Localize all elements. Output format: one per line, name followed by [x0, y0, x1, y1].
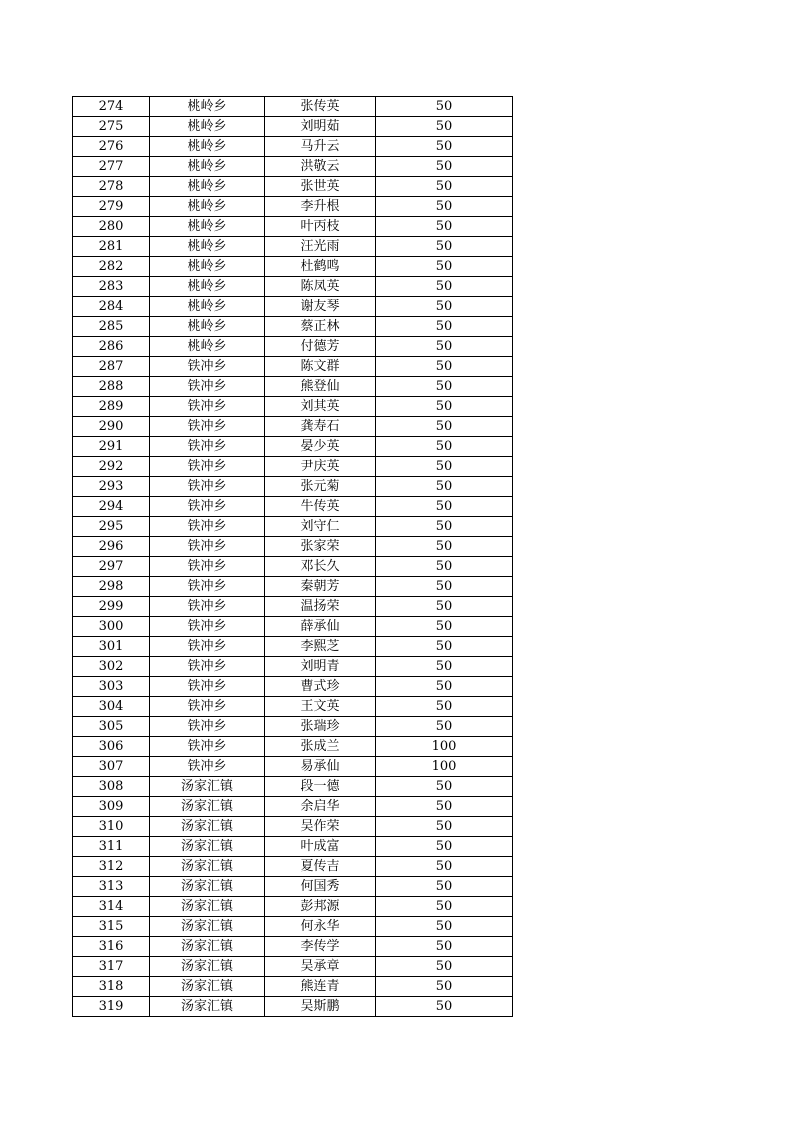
- amount-cell: 50: [376, 337, 513, 357]
- row-number-cell: 305: [73, 717, 150, 737]
- table-row: [73, 817, 513, 837]
- row-number-cell: 311: [73, 837, 150, 857]
- amount-cell: 50: [376, 377, 513, 397]
- table-row: [73, 377, 513, 397]
- row-number-cell: 285: [73, 317, 150, 337]
- township-cell: 铁冲乡: [150, 457, 265, 477]
- name-cell: 余启华: [265, 797, 376, 817]
- township-cell: 桃岭乡: [150, 97, 265, 117]
- name-cell: 刘明青: [265, 657, 376, 677]
- table-row: [73, 617, 513, 637]
- table-row: [73, 477, 513, 497]
- table-row: [73, 297, 513, 317]
- amount-cell: 50: [376, 857, 513, 877]
- amount-cell: 50: [376, 117, 513, 137]
- table-row: [73, 577, 513, 597]
- township-cell: 桃岭乡: [150, 117, 265, 137]
- amount-cell: 50: [376, 577, 513, 597]
- table-body: [73, 97, 513, 1017]
- township-cell: 桃岭乡: [150, 297, 265, 317]
- amount-cell: 50: [376, 237, 513, 257]
- township-cell: 铁冲乡: [150, 637, 265, 657]
- row-number-cell: 319: [73, 997, 150, 1017]
- township-cell: 铁冲乡: [150, 597, 265, 617]
- row-number-cell: 318: [73, 977, 150, 997]
- township-cell: 汤家汇镇: [150, 997, 265, 1017]
- township-cell: 铁冲乡: [150, 577, 265, 597]
- row-number-cell: 288: [73, 377, 150, 397]
- table-row: [73, 117, 513, 137]
- table-row: [73, 937, 513, 957]
- amount-cell: 50: [376, 917, 513, 937]
- township-cell: 铁冲乡: [150, 757, 265, 777]
- amount-cell: 50: [376, 277, 513, 297]
- row-number-cell: 306: [73, 737, 150, 757]
- township-cell: 铁冲乡: [150, 417, 265, 437]
- name-cell: 夏传吉: [265, 857, 376, 877]
- table-row: [73, 837, 513, 857]
- row-number-cell: 281: [73, 237, 150, 257]
- amount-cell: 50: [376, 137, 513, 157]
- township-cell: 铁冲乡: [150, 517, 265, 537]
- row-number-cell: 279: [73, 197, 150, 217]
- name-cell: 杜鹤鸣: [265, 257, 376, 277]
- row-number-cell: 283: [73, 277, 150, 297]
- name-cell: 尹庆英: [265, 457, 376, 477]
- amount-cell: 50: [376, 317, 513, 337]
- table-row: [73, 197, 513, 217]
- table-row: [73, 757, 513, 777]
- table-row: [73, 677, 513, 697]
- name-cell: 吴斯鹏: [265, 997, 376, 1017]
- township-cell: 铁冲乡: [150, 377, 265, 397]
- township-cell: 桃岭乡: [150, 337, 265, 357]
- row-number-cell: 294: [73, 497, 150, 517]
- name-cell: 叶成富: [265, 837, 376, 857]
- name-cell: 付德芳: [265, 337, 376, 357]
- township-cell: 汤家汇镇: [150, 877, 265, 897]
- name-cell: 曹式珍: [265, 677, 376, 697]
- name-cell: 吴承章: [265, 957, 376, 977]
- name-cell: 刘其英: [265, 397, 376, 417]
- amount-cell: 50: [376, 257, 513, 277]
- row-number-cell: 309: [73, 797, 150, 817]
- name-cell: 秦朝芳: [265, 577, 376, 597]
- township-cell: 铁冲乡: [150, 737, 265, 757]
- township-cell: 桃岭乡: [150, 137, 265, 157]
- row-number-cell: 304: [73, 697, 150, 717]
- row-number-cell: 314: [73, 897, 150, 917]
- township-cell: 汤家汇镇: [150, 917, 265, 937]
- amount-cell: 50: [376, 937, 513, 957]
- amount-cell: 50: [376, 457, 513, 477]
- name-cell: 熊连青: [265, 977, 376, 997]
- name-cell: 邓长久: [265, 557, 376, 577]
- table-row: [73, 137, 513, 157]
- row-number-cell: 296: [73, 537, 150, 557]
- amount-cell: 50: [376, 497, 513, 517]
- township-cell: 汤家汇镇: [150, 817, 265, 837]
- amount-cell: 50: [376, 597, 513, 617]
- name-cell: 薛承仙: [265, 617, 376, 637]
- row-number-cell: 276: [73, 137, 150, 157]
- table-row: [73, 457, 513, 477]
- table-row: [73, 157, 513, 177]
- amount-cell: 50: [376, 157, 513, 177]
- township-cell: 汤家汇镇: [150, 857, 265, 877]
- township-cell: 桃岭乡: [150, 237, 265, 257]
- row-number-cell: 284: [73, 297, 150, 317]
- amount-cell: 50: [376, 437, 513, 457]
- amount-cell: 50: [376, 717, 513, 737]
- row-number-cell: 293: [73, 477, 150, 497]
- row-number-cell: 277: [73, 157, 150, 177]
- row-number-cell: 280: [73, 217, 150, 237]
- row-number-cell: 298: [73, 577, 150, 597]
- table-row: [73, 397, 513, 417]
- name-cell: 蔡正林: [265, 317, 376, 337]
- amount-cell: 50: [376, 997, 513, 1017]
- amount-cell: 50: [376, 897, 513, 917]
- table-row: [73, 697, 513, 717]
- name-cell: 张传英: [265, 97, 376, 117]
- table-row: [73, 357, 513, 377]
- township-cell: 铁冲乡: [150, 477, 265, 497]
- table-row: [73, 337, 513, 357]
- township-cell: 桃岭乡: [150, 157, 265, 177]
- amount-cell: 50: [376, 877, 513, 897]
- table-row: [73, 437, 513, 457]
- table-row: [73, 977, 513, 997]
- table-row: [73, 797, 513, 817]
- name-cell: 洪敬云: [265, 157, 376, 177]
- township-cell: 铁冲乡: [150, 397, 265, 417]
- row-number-cell: 317: [73, 957, 150, 977]
- name-cell: 张家荣: [265, 537, 376, 557]
- row-number-cell: 275: [73, 117, 150, 137]
- row-number-cell: 308: [73, 777, 150, 797]
- name-cell: 段一德: [265, 777, 376, 797]
- table-row: [73, 957, 513, 977]
- amount-cell: 50: [376, 677, 513, 697]
- name-cell: 张世英: [265, 177, 376, 197]
- name-cell: 李传学: [265, 937, 376, 957]
- township-cell: 桃岭乡: [150, 277, 265, 297]
- amount-cell: 50: [376, 417, 513, 437]
- amount-cell: 50: [376, 697, 513, 717]
- name-cell: 张元菊: [265, 477, 376, 497]
- table-row: [73, 177, 513, 197]
- name-cell: 吴作荣: [265, 817, 376, 837]
- amount-cell: 50: [376, 777, 513, 797]
- township-cell: 桃岭乡: [150, 217, 265, 237]
- township-cell: 铁冲乡: [150, 537, 265, 557]
- name-cell: 何永华: [265, 917, 376, 937]
- table-row: [73, 917, 513, 937]
- amount-cell: 50: [376, 837, 513, 857]
- table-row: [73, 237, 513, 257]
- table-row: [73, 557, 513, 577]
- table-row: [73, 777, 513, 797]
- row-number-cell: 292: [73, 457, 150, 477]
- row-number-cell: 282: [73, 257, 150, 277]
- table-row: [73, 97, 513, 117]
- township-cell: 桃岭乡: [150, 317, 265, 337]
- table-row: [73, 737, 513, 757]
- table-row: [73, 657, 513, 677]
- row-number-cell: 302: [73, 657, 150, 677]
- table-row: [73, 497, 513, 517]
- table-row: [73, 537, 513, 557]
- row-number-cell: 295: [73, 517, 150, 537]
- township-cell: 汤家汇镇: [150, 777, 265, 797]
- township-cell: 桃岭乡: [150, 257, 265, 277]
- name-cell: 谢友琴: [265, 297, 376, 317]
- township-cell: 铁冲乡: [150, 697, 265, 717]
- table-row: [73, 217, 513, 237]
- name-cell: 李熙芝: [265, 637, 376, 657]
- row-number-cell: 278: [73, 177, 150, 197]
- amount-cell: 50: [376, 217, 513, 237]
- amount-cell: 50: [376, 97, 513, 117]
- name-cell: 何国秀: [265, 877, 376, 897]
- amount-cell: 100: [376, 737, 513, 757]
- name-cell: 熊登仙: [265, 377, 376, 397]
- township-cell: 铁冲乡: [150, 657, 265, 677]
- name-cell: 晏少英: [265, 437, 376, 457]
- amount-cell: 50: [376, 557, 513, 577]
- township-cell: 汤家汇镇: [150, 797, 265, 817]
- amount-cell: 50: [376, 617, 513, 637]
- name-cell: 刘明茹: [265, 117, 376, 137]
- amount-cell: 50: [376, 537, 513, 557]
- name-cell: 刘守仁: [265, 517, 376, 537]
- row-number-cell: 303: [73, 677, 150, 697]
- name-cell: 王文英: [265, 697, 376, 717]
- table-row: [73, 717, 513, 737]
- data-table: [72, 96, 513, 1017]
- table-row: [73, 517, 513, 537]
- name-cell: 张瑞珍: [265, 717, 376, 737]
- amount-cell: 50: [376, 297, 513, 317]
- amount-cell: 50: [376, 637, 513, 657]
- table-row: [73, 997, 513, 1017]
- amount-cell: 100: [376, 757, 513, 777]
- name-cell: 温扬荣: [265, 597, 376, 617]
- table-row: [73, 417, 513, 437]
- table-row: [73, 277, 513, 297]
- name-cell: 易承仙: [265, 757, 376, 777]
- amount-cell: 50: [376, 797, 513, 817]
- table-row: [73, 877, 513, 897]
- row-number-cell: 301: [73, 637, 150, 657]
- row-number-cell: 290: [73, 417, 150, 437]
- township-cell: 铁冲乡: [150, 357, 265, 377]
- name-cell: 李升根: [265, 197, 376, 217]
- amount-cell: 50: [376, 517, 513, 537]
- name-cell: 彭邦源: [265, 897, 376, 917]
- name-cell: 龚寿石: [265, 417, 376, 437]
- township-cell: 汤家汇镇: [150, 897, 265, 917]
- table-row: [73, 637, 513, 657]
- township-cell: 汤家汇镇: [150, 937, 265, 957]
- row-number-cell: 313: [73, 877, 150, 897]
- row-number-cell: 310: [73, 817, 150, 837]
- row-number-cell: 307: [73, 757, 150, 777]
- row-number-cell: 286: [73, 337, 150, 357]
- township-cell: 铁冲乡: [150, 497, 265, 517]
- table-row: [73, 257, 513, 277]
- amount-cell: 50: [376, 957, 513, 977]
- row-number-cell: 297: [73, 557, 150, 577]
- name-cell: 陈文群: [265, 357, 376, 377]
- row-number-cell: 274: [73, 97, 150, 117]
- township-cell: 铁冲乡: [150, 717, 265, 737]
- table-row: [73, 897, 513, 917]
- township-cell: 汤家汇镇: [150, 837, 265, 857]
- table-row: [73, 597, 513, 617]
- name-cell: 陈凤英: [265, 277, 376, 297]
- amount-cell: 50: [376, 657, 513, 677]
- amount-cell: 50: [376, 177, 513, 197]
- amount-cell: 50: [376, 357, 513, 377]
- township-cell: 汤家汇镇: [150, 977, 265, 997]
- amount-cell: 50: [376, 477, 513, 497]
- township-cell: 铁冲乡: [150, 437, 265, 457]
- township-cell: 铁冲乡: [150, 557, 265, 577]
- row-number-cell: 287: [73, 357, 150, 377]
- township-cell: 桃岭乡: [150, 197, 265, 217]
- township-cell: 汤家汇镇: [150, 957, 265, 977]
- name-cell: 汪光雨: [265, 237, 376, 257]
- table-row: [73, 857, 513, 877]
- row-number-cell: 299: [73, 597, 150, 617]
- name-cell: 马升云: [265, 137, 376, 157]
- name-cell: 牛传英: [265, 497, 376, 517]
- row-number-cell: 315: [73, 917, 150, 937]
- name-cell: 叶丙枝: [265, 217, 376, 237]
- township-cell: 铁冲乡: [150, 677, 265, 697]
- row-number-cell: 316: [73, 937, 150, 957]
- amount-cell: 50: [376, 197, 513, 217]
- township-cell: 桃岭乡: [150, 177, 265, 197]
- name-cell: 张成兰: [265, 737, 376, 757]
- township-cell: 铁冲乡: [150, 617, 265, 637]
- table-row: [73, 317, 513, 337]
- amount-cell: 50: [376, 817, 513, 837]
- amount-cell: 50: [376, 977, 513, 997]
- row-number-cell: 289: [73, 397, 150, 417]
- row-number-cell: 312: [73, 857, 150, 877]
- amount-cell: 50: [376, 397, 513, 417]
- row-number-cell: 300: [73, 617, 150, 637]
- row-number-cell: 291: [73, 437, 150, 457]
